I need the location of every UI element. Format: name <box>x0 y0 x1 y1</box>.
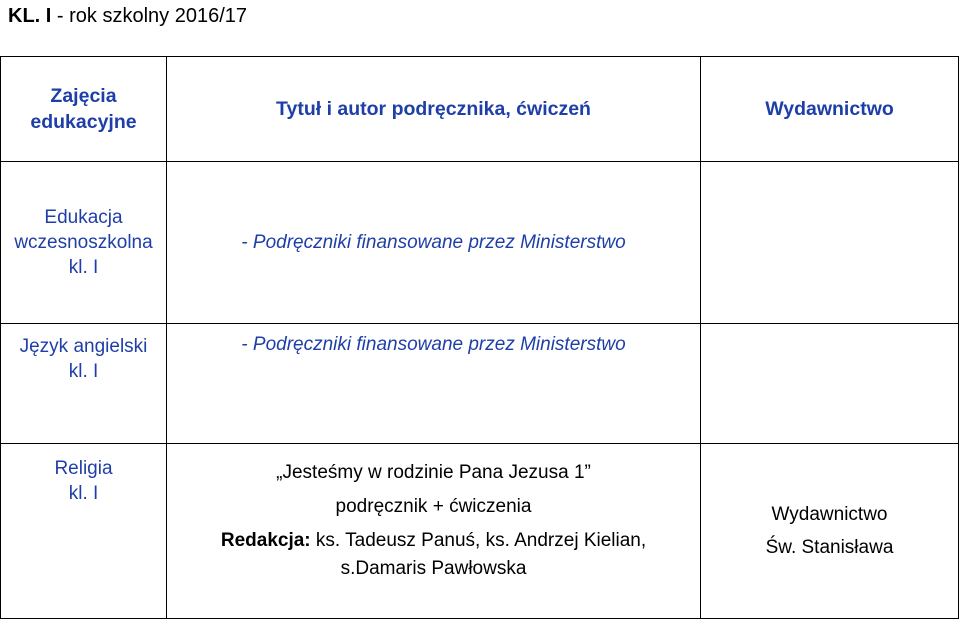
header-subject-line1: Zajęcia <box>50 85 117 107</box>
publisher-line: Wydawnictwo <box>771 504 888 525</box>
subject-line: Edukacja <box>44 207 123 228</box>
page-title-class: KL. I <box>8 5 52 27</box>
subject-line: kl. I <box>68 483 99 504</box>
header-publisher: Wydawnictwo <box>701 57 959 162</box>
book-title: „Jesteśmy w rodzinie Pana Jezusa 1” <box>276 462 591 483</box>
publisher-cell <box>701 444 959 619</box>
table-row <box>1 162 959 324</box>
subject-cell <box>1 324 167 444</box>
page-title <box>8 4 247 28</box>
publisher-cell <box>701 162 959 324</box>
book-editors <box>173 524 694 558</box>
header-title: Tytuł i autor podręcznika, ćwiczeń <box>167 57 701 162</box>
ministry-note: - Podręczniki finansowane przez Ministerstwo <box>167 162 701 324</box>
subject-line: kl. I <box>68 257 99 278</box>
editors-label: Redakcja: <box>220 530 311 551</box>
table-row <box>1 324 959 444</box>
table-header-row <box>1 57 959 162</box>
subject-line: wczesnoszkolna <box>14 232 153 253</box>
page-title-school-year: - rok szkolny 2016/17 <box>51 5 247 27</box>
subject-cell <box>1 444 167 619</box>
subject-line: Religia <box>54 458 113 479</box>
subject-cell <box>1 162 167 324</box>
table-row <box>1 444 959 619</box>
publisher-line: Św. Stanisława <box>765 537 894 558</box>
publisher-cell <box>701 324 959 444</box>
book-type: podręcznik + ćwiczenia <box>335 496 532 517</box>
editors-names: ks. Tadeusz Panuś, ks. Andrzej Kielian, <box>310 530 647 551</box>
ministry-note: - Podręczniki finansowane przez Ministerstwo <box>167 324 701 444</box>
header-subject <box>1 57 167 162</box>
book-editors-continued: s.Damaris Pawłowska <box>340 558 527 579</box>
book-info-cell <box>167 444 701 619</box>
subject-line: kl. I <box>68 361 99 382</box>
header-subject-line2: edukacyjne <box>30 111 137 133</box>
textbook-table <box>0 56 959 619</box>
subject-line: Język angielski <box>19 336 148 357</box>
